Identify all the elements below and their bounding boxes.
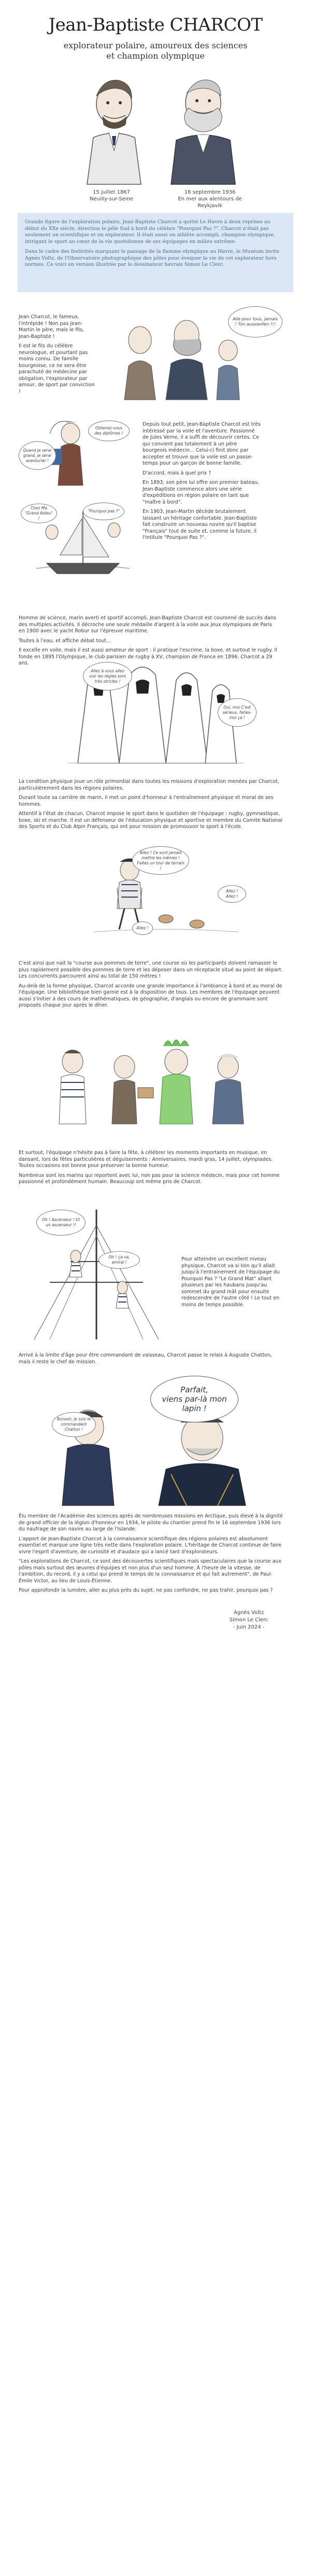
section2-p1: Homme de science, marin averti et sportif accompli, Jean-Baptiste Charcot est couronné de succès dans des multiples activités. Il décroche une seule médaille d'argent à la voile aux Jeux olympiques de Paris en 1900 avec le yacht Robur sur l'épreuve maritime. xyxy=(19,615,276,634)
section4-text xyxy=(19,960,283,1012)
section2-p3: Il excelle en voile, mais il est aussi amateur de sport : il pratique l'escrime, la boxe, et surtout le rugby. Il fonde en 1895 l'Olympique, le club parisien de rugby à XV, champion de France en 1896. Charcot a 29 ans. xyxy=(19,647,277,666)
section7-p1: Élu membre de l'Académie des sciences après de nombreuses missions en Arctique, puis élevé à la dignité de grand officier de la légion d'honneur en 1934, le pilote du chantier prend fin le 16 septembre 1936 lors du naufrage de son navire au large de l'Islande. xyxy=(19,1513,283,1532)
section6-right-text xyxy=(181,1256,285,1311)
speech-bubble-pourquoi: "Pourquoi pas ?" xyxy=(83,503,124,520)
party-scene-illustration xyxy=(41,1025,270,1129)
page-subtitle xyxy=(0,40,311,61)
subtitle-line-2: et champion olympique xyxy=(106,51,205,61)
section7-p4: Pour approfondir la lumière, aller au plus près du sujet, ne pas confondre, ne pas trahir, pourquoi pas ? xyxy=(19,1588,273,1593)
speech-bubble-rules: Allez à vous allez voir les règles sont très strictes ! xyxy=(83,662,132,690)
section1-left-text xyxy=(19,314,96,398)
page-title: Jean-Baptiste CHARCOT xyxy=(48,15,263,35)
speech-bubble-ascenseur: Oh ! Ascenseur ! Et un ascenseur !! xyxy=(36,1210,86,1236)
credit-date: - Juin 2024 - xyxy=(233,1624,265,1630)
big-bubble-line-1: Parfait, xyxy=(180,1385,208,1394)
big-bubble-line-3: lapin ! xyxy=(182,1404,207,1413)
speech-bubble-commandant: Bonsoir, je suis le commandant Chatton ! xyxy=(52,1412,96,1437)
portrait-young-illustration xyxy=(78,67,145,187)
portrait-old-illustration xyxy=(171,67,238,187)
intro-paragraph-2: Dans le cadre des festivités marquant le passage de la flamme olympique au Havre, le Muséum invite Agnès Voltz, de l'Observatoire photographique des pôles pour évoquer la vie de cet explorateur hors normes. Ce voici en version illustrée par le dessinateur havrais Simon Le Clerc. xyxy=(25,249,279,267)
section1-right-p2: D'accord, mais à quel prix ? xyxy=(143,470,211,476)
big-speech-bubble xyxy=(150,1376,238,1422)
section3-p1: La condition physique joue un rôle primordial dans toutes les missions d'exploration menées par Charcot, particulièrement dans les régions polaires. xyxy=(19,779,279,791)
speech-bubble-aller: Chez Ma "Grand Adieu" ! xyxy=(21,504,57,523)
speech-bubble-tour: Allez ! Ce sont jamais mettre les mêmes ! Faites un tour de terrain ! xyxy=(132,846,189,875)
speech-bubble-child: Quand je serai grand, je serai aventurier ! xyxy=(19,441,56,470)
section5-p2: Nombreux sont les marins qui reportent avec lui, non pas pour la science médecin, mais pour cet homme passionné et profondément humain. Beaucoup ont même pris de Charcot. xyxy=(19,1172,280,1185)
speech-bubble-amiral: Oh ! ça va, amiral ! xyxy=(98,1251,140,1269)
speech-bubble-allez: Allez ! Allez ! xyxy=(218,885,246,903)
section2-p2: Toutes à l'eau, et affiche débat tout... xyxy=(19,638,111,644)
section3-p3: Attentif à l'état de chacun, Charcot impose le sport dans le quotidien de l'équipage : rugby, gymnastique, boxe, ski et marche. Il est un défenseur de l'éducation physique et sportive et membre du Comité National des Sports et du Club Alpin Français, qui ont pour mission de promouvoir le sport à l'école. xyxy=(19,811,282,830)
subtitle-line-1: explorateur polaire, amoureux des sciences xyxy=(63,40,248,50)
section1-right-text xyxy=(143,422,262,545)
section6-bottom-text xyxy=(19,1352,283,1368)
section1-right-p1: Depuis tout petit, Jean-Baptiste Charcot est très intéressé par la voile et l'aventure. Passionné de Jules Verne, il a suffi de découvrir certes. Ce qui convient pas totalement à un père bourgeois médecin... Celui-ci finit donc par accepter et trouve que la voile est un passe-temps pour un garçon de bonne famille. xyxy=(143,422,261,466)
section5-p1: Et surtout, l'équipage n'hésite pas à faire la fête, à célébrer les moments importants en musique, en dansant, lors de fêtes particulières et déguisements : Anniversaires, mardi gras, 14 juillet, olympiades. Toutes occasions est bonne pour préserver la bonne humeur. xyxy=(19,1150,273,1169)
speech-bubble-top: Alle pour tous, jamais ! Ton aussiwillen !!! xyxy=(228,306,282,337)
speech-bubble-father: Obtenez-vous des diplômes ! xyxy=(88,421,130,441)
section1-left-p2: Il est le fils du célèbre neurologue, et pourtant pas moins connu. De famille bourgeoise, ce ne sera être parachuté de médecine par obligation, l'explorateur par amour, de sport par conviction ! xyxy=(19,343,95,395)
intro-box xyxy=(18,213,293,292)
intro-paragraph-1: Grande figure de l'exploration polaire, Jean-Baptiste Charcot a quitté Le Havre à deux reprises au début du XXe siècle, direction le pôle Sud à bord du célèbre "Pourquoi Pas ?". Charcot n'était pas seulement un scientifique et un explorateur. Il était aussi un athlète accompli, champion olympique, intrigant le sport au cœur de la vie quotidienne de ses équipages en milieu extrême. xyxy=(25,219,275,245)
section4-p1: C'est ainsi que nait la "course aux pommes de terre", une course où les participants doivent ramasser le plus rapidement possible des pommes de terre et les déposer dans un réceptacle situé au point de départ. Les concurrents parcourent ainsi au total de 150 mètres ! xyxy=(19,960,283,979)
credit-illustrator: Simon Le Clerc xyxy=(229,1617,268,1623)
section5-text xyxy=(19,1150,283,1189)
section6-right-p: Pour atteindre un excellent niveau physique, Charcot va si loin qu'il allait jusqu'à l'entrainement de l'équipage du Pourquoi Pas ? "Le Grand Mat" allant plusieurs par les haubans jusqu'au sommet du grand mât pour ensuite redescendre de l'autre côté ! Le tout en moins de temps possible. xyxy=(181,1256,280,1308)
section3-p2: Durant toute sa carrière de marin, il met un point d'honneur à l'entraînement physique et moral de ses hommes. xyxy=(19,795,274,807)
birth-info xyxy=(83,189,140,202)
credits xyxy=(218,1609,280,1631)
section7-p2: L'apport de Jean-Baptiste Charcot à la connaissance scientifique des régions polaires est absolument essentiel et marque une ligne très nette dans l'exploration polaire. L'héritage de Charcot continue de faire vivre l'esprit d'aventure, de curiosité et d'audace qui a lancé tant d'explorateurs. xyxy=(19,1536,281,1555)
speech-bubble-allez-2: Allez ! xyxy=(132,921,153,935)
section7-p3: "Les explorations de Charcot, ce sont des découvertes scientifiques mais spectaculaires que la course aux pôles mais surtout des œuvres d'équipes et non plus d'un seul homme. À l'heure de la vitesse, de l'ambition, du record, il y a celui qui prend le temps de la connaissance et qui fait autrement", de Paul-Émile Victor, au lieu de Louis-Étienne. xyxy=(19,1558,281,1584)
birth-date: 15 juillet 1867 xyxy=(92,189,131,195)
big-bubble-line-2: viens par-là mon xyxy=(162,1394,227,1404)
section6-bottom-p: Arrivé à la limite d'âge pour être commandant de vaisseau, Charcot passe le relais à Auguste Chatton, mais il reste le chef de mission. xyxy=(19,1352,272,1365)
section1-right-p4: En 1903, Jean-Martin décède brutalement laissant un héritage confortable. Jean-Baptiste fait construire un nouveau navire qu'il baptise "Français" tout de suite et, comme la future, il l'intitule "Pourquoi Pas ?". xyxy=(143,509,257,540)
section7-text xyxy=(19,1513,283,1597)
section1-right-p3: En 1893, son père lui offre son premier bateau. Jean-Baptiste commence alors une série d'expéditions en région polaire en tant que "maître à bord". xyxy=(143,480,260,505)
death-info xyxy=(176,189,244,209)
death-place: En mer aux alentours de Reykjavik xyxy=(178,196,242,209)
section4-p2: Au-delà de la forme physique, Charcot accorde une grande importance à l'ambiance à bord et au moral de l'équipage. Une bibliothèque bien garnie est à la disposition de tous. Les membres de l'équipage peuvent aussi s'initier à des cours de mathématiques, de géographie, d'anglais ou encore de grammaire sont proposés chaque jour après le dîner. xyxy=(19,983,282,1008)
birth-place: Neuilly-sur-Seine xyxy=(89,196,134,202)
credit-author: Agnès Voltz xyxy=(233,1610,264,1616)
section1-left-p1: Jean Charcot, le fameux, l'intrépide ! Non pas Jean-Martin le père, mais le fils, Jean-Baptiste ! xyxy=(19,314,84,340)
section3-text xyxy=(19,779,283,834)
death-date: 16 septembre 1936 xyxy=(184,189,236,195)
speech-bubble-serious: Oui, moi C'est sérieux, faites-moi ça ! xyxy=(218,698,257,727)
